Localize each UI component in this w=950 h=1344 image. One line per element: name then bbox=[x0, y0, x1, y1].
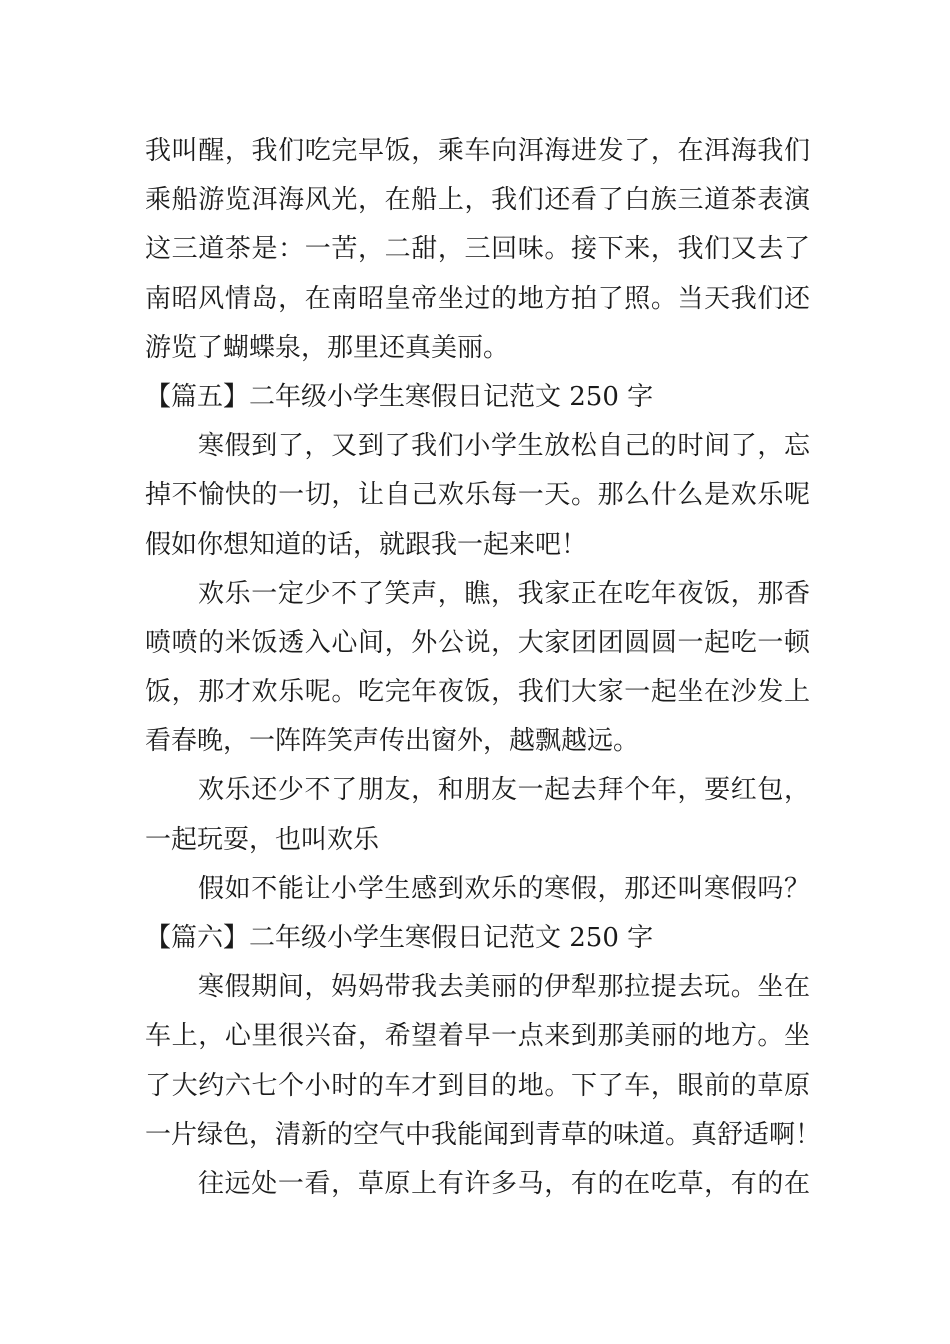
text-line: 往远处一看，草原上有许多马，有的在吃草，有的在 bbox=[198, 1168, 810, 1199]
document-body bbox=[145, 127, 822, 1209]
text-line: 乘船游览洱海风光，在船上，我们还看了白族三道茶表演 bbox=[145, 185, 810, 216]
text-line: 车上，心里很兴奋，希望着早一点来到那美丽的地方。坐 bbox=[145, 1021, 810, 1052]
text-line: 游览了蝴蝶泉，那里还真美丽。 bbox=[145, 332, 510, 363]
text-line: 一片绿色，清新的空气中我能闻到青草的味道。真舒适啊！ bbox=[145, 1119, 822, 1150]
text-line: 喷喷的米饭透入心间，外公说，大家团团圆圆一起吃一顿 bbox=[145, 627, 810, 658]
text-line: 欢乐还少不了朋友，和朋友一起去拜个年，要红包， bbox=[198, 775, 810, 806]
text-line: 我叫醒，我们吃完早饭，乘车向洱海进发了，在洱海我们 bbox=[145, 136, 810, 166]
section-heading: 【篇五】二年级小学生寒假日记范文 250 字 bbox=[145, 381, 654, 412]
text-line: 饭，那才欢乐呢。吃完年夜饭，我们大家一起坐在沙发上 bbox=[145, 677, 810, 708]
text-line: 假如不能让小学生感到欢乐的寒假，那还叫寒假吗？ bbox=[198, 873, 810, 904]
text-line: 这三道茶是：一苦，二甜，三回味。接下来，我们又去了 bbox=[145, 234, 810, 265]
text-line: 欢乐一定少不了笑声，瞧，我家正在吃年夜饭，那香 bbox=[198, 578, 810, 609]
text-line: 了大约六七个小时的车才到目的地。下了车，眼前的草原 bbox=[145, 1070, 810, 1101]
text-line: 看春晚，一阵阵笑声传出窗外，越飘越远。 bbox=[145, 726, 640, 757]
text-line: 掉不愉快的一切，让自己欢乐每一天。那么什么是欢乐呢 bbox=[145, 480, 810, 511]
text-line: 寒假期间，妈妈带我去美丽的伊犁那拉提去玩。坐在 bbox=[198, 972, 810, 1003]
section-heading: 【篇六】二年级小学生寒假日记范文 250 字 bbox=[145, 923, 654, 953]
text-line: 南昭风情岛，在南昭皇帝坐过的地方拍了照。当天我们还 bbox=[145, 283, 810, 314]
text-line: 寒假到了，又到了我们小学生放松自己的时间了，忘 bbox=[198, 431, 810, 462]
text-line: 一起玩耍，也叫欢乐 bbox=[145, 824, 380, 855]
text-line: 假如你想知道的话，就跟我一起来吧！ bbox=[145, 529, 588, 560]
